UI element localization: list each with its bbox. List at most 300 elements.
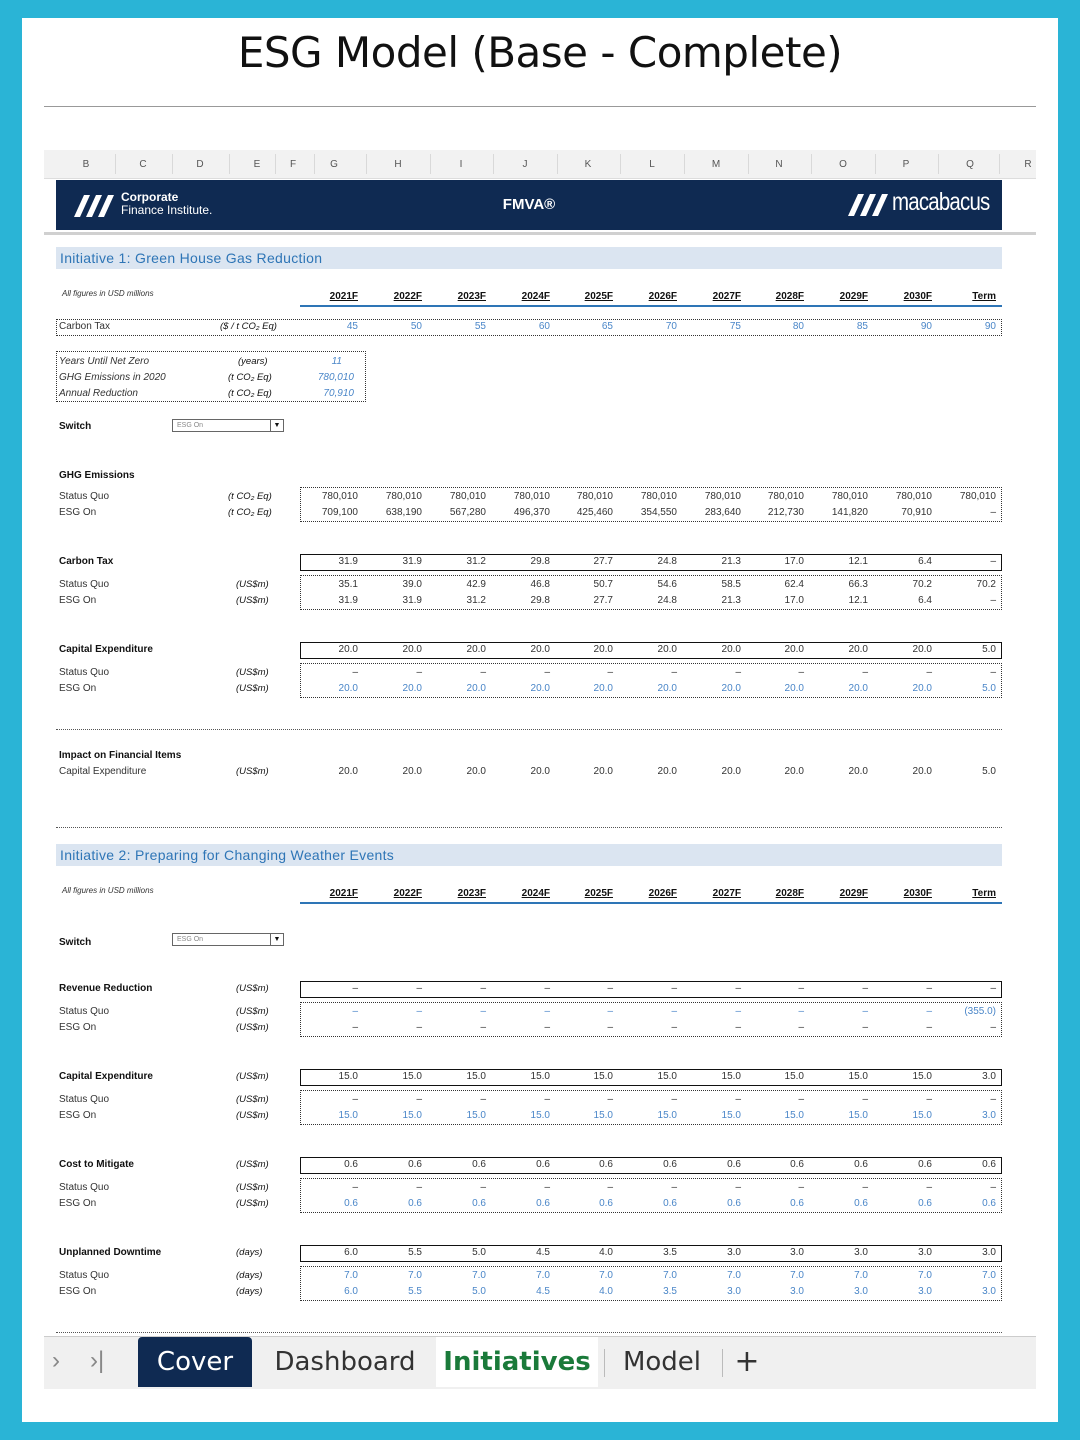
tab-dashboard[interactable]: Dashboard [274,1347,416,1377]
cell-value[interactable]: 0.6 [472,1159,486,1170]
cell-value[interactable]: 17.0 [784,595,804,606]
cell-value[interactable]: 0.6 [408,1198,422,1209]
cell-value[interactable]: 20.0 [657,766,677,777]
cell-value[interactable]: 3.0 [790,1247,804,1258]
cell-value[interactable]: 20.0 [466,644,486,655]
cell-value[interactable]: 0.6 [982,1198,996,1209]
column-letter[interactable]: P [902,159,910,170]
cell-value[interactable]: – [671,1022,677,1033]
cell-value[interactable]: – [607,667,613,678]
cell-value[interactable]: 20.0 [657,644,677,655]
cfi-line2: Finance Institute. [121,203,213,217]
cell-value[interactable]: 15.0 [530,1071,550,1082]
cell-value[interactable]: 3.0 [918,1247,932,1258]
cell-value[interactable]: 5.0 [472,1286,486,1297]
cell-value[interactable]: – [926,667,932,678]
cell-value[interactable]: 20.0 [402,766,422,777]
cell-value[interactable]: 55 [474,321,486,332]
cell-value[interactable]: 15.0 [402,1071,422,1082]
cell-value[interactable]: – [926,1022,932,1033]
cell-value[interactable]: 4.0 [599,1286,613,1297]
cell-value[interactable]: 0.6 [536,1198,550,1209]
scroll-tabs-next-icon[interactable]: › [52,1347,60,1374]
cell-value[interactable]: – [416,667,422,678]
param-value[interactable]: 780,010 [317,372,354,383]
cell-value[interactable]: 425,460 [576,507,613,518]
cell-value[interactable]: 20.0 [721,766,741,777]
cell-value[interactable]: 0.6 [663,1159,677,1170]
cell-value[interactable]: – [735,1022,741,1033]
cell-value[interactable]: – [862,1022,868,1033]
cell-value[interactable]: 567,280 [449,507,486,518]
cell-value[interactable]: 3.5 [663,1286,677,1297]
row-unit: (days) [236,1270,263,1281]
cell-value[interactable]: 50 [410,321,422,332]
cell-value[interactable]: 5.5 [408,1247,422,1258]
cell-value[interactable]: 75 [729,321,741,332]
cell-value[interactable]: 24.8 [657,595,677,606]
cell-value[interactable]: 0.6 [472,1198,486,1209]
cell-value[interactable]: 15.0 [593,1110,613,1121]
cell-value[interactable]: – [607,1182,613,1193]
cell-value[interactable]: 15.0 [912,1110,932,1121]
year-label: 2026F [648,291,677,302]
chevron-down-icon[interactable]: ▼ [270,934,283,945]
cell-value[interactable]: 3.0 [854,1247,868,1258]
cell-value[interactable]: 20.0 [848,644,868,655]
cell-value[interactable]: 70,910 [901,507,932,518]
cell-value[interactable]: – [671,1094,677,1105]
cell-value[interactable]: 3.0 [982,1071,996,1082]
row-label: Switch [59,421,92,432]
cell-value[interactable]: – [416,1182,422,1193]
cell-value[interactable]: – [544,1182,550,1193]
cell-value[interactable]: 17.0 [784,556,804,567]
column-letter[interactable]: Q [966,159,974,170]
cell-value[interactable]: 20.0 [402,644,422,655]
cell-value[interactable]: 15.0 [721,1071,741,1082]
cell-value[interactable]: – [480,983,486,994]
column-letter[interactable]: L [649,159,655,170]
cell-value[interactable]: 496,370 [513,507,550,518]
cell-value[interactable]: 45 [346,321,358,332]
cell-value[interactable]: 20.0 [784,683,804,694]
cell-value[interactable]: – [735,667,741,678]
cell-value[interactable]: – [480,1094,486,1105]
cell-value[interactable]: 0.6 [344,1198,358,1209]
cell-value[interactable]: 4.5 [536,1247,550,1258]
year-label: 2024F [521,888,550,899]
row-label: Capital Expenditure [59,766,147,777]
cell-value[interactable]: 780,010 [704,491,741,502]
cell-value[interactable]: 24.8 [657,556,677,567]
cell-value[interactable]: 20.0 [912,683,932,694]
cell-value[interactable]: 0.6 [790,1198,804,1209]
cell-value[interactable]: 20.0 [402,683,422,694]
cell-value[interactable]: 15.0 [530,1110,550,1121]
cell-value[interactable]: 4.0 [599,1247,613,1258]
column-letter[interactable]: O [839,159,847,170]
cell-value[interactable]: – [352,1006,358,1017]
cell-value[interactable]: 5.0 [982,683,996,694]
switch-dropdown[interactable] [172,933,284,946]
cell-value[interactable]: 780,010 [767,491,804,502]
cell-value[interactable]: 31.9 [338,595,358,606]
column-letter[interactable]: C [139,159,147,170]
cell-value[interactable]: – [352,1094,358,1105]
cell-value[interactable]: 15.0 [657,1110,677,1121]
macabacus-logo-icon [846,192,890,218]
cell-value[interactable]: 3.0 [854,1286,868,1297]
cell-value[interactable]: 354,550 [640,507,677,518]
cell-value[interactable]: – [352,983,358,994]
cell-value[interactable]: 20.0 [338,683,358,694]
cell-value[interactable]: 15.0 [848,1071,868,1082]
cell-value[interactable]: 27.7 [593,595,613,606]
cell-value[interactable]: 31.9 [402,556,422,567]
cell-value[interactable]: 3.0 [982,1110,996,1121]
cell-value[interactable]: – [544,667,550,678]
cell-value[interactable]: 21.3 [721,556,741,567]
cell-value[interactable]: 7.0 [854,1270,868,1281]
cell-value[interactable]: 0.6 [854,1198,868,1209]
cell-value[interactable]: – [607,1022,613,1033]
cell-value[interactable]: 15.0 [338,1110,358,1121]
column-letter[interactable]: H [394,159,402,170]
cell-value[interactable]: 15.0 [657,1071,677,1082]
cell-value[interactable]: 20.0 [912,766,932,777]
cell-value[interactable]: 15.0 [912,1071,932,1082]
cell-value[interactable]: 20.0 [848,683,868,694]
row-label: Status Quo [59,1270,110,1281]
cell-value[interactable]: 15.0 [784,1071,804,1082]
row-label: Impact on Financial Items [59,750,182,761]
cell-value[interactable]: 20.0 [530,644,550,655]
cell-value[interactable]: 39.0 [402,579,422,590]
cell-value[interactable]: – [544,1006,550,1017]
cell-value[interactable]: 7.0 [663,1270,677,1281]
cell-value[interactable]: 58.5 [721,579,741,590]
cell-value[interactable]: 780,010 [576,491,613,502]
cell-value[interactable]: 20.0 [784,766,804,777]
cell-value[interactable]: – [862,1182,868,1193]
cell-value[interactable]: 21.3 [721,595,741,606]
cell-value[interactable]: 46.8 [530,579,550,590]
cell-value[interactable]: 3.0 [727,1286,741,1297]
cell-value[interactable]: 212,730 [767,507,804,518]
cell-value[interactable]: 5.0 [982,766,996,777]
column-letter[interactable]: B [82,159,90,170]
cell-value[interactable]: (355.0) [964,1006,996,1017]
cell-value[interactable]: 50.7 [593,579,613,590]
cell-value[interactable]: 6.4 [918,556,932,567]
cell-value[interactable]: – [798,1182,804,1193]
cell-value[interactable]: 15.0 [402,1110,422,1121]
tab-separator [722,1349,723,1377]
cell-value[interactable]: 20.0 [912,644,932,655]
cell-value[interactable]: – [862,983,868,994]
cell-value[interactable]: 5.0 [982,644,996,655]
cell-value[interactable]: 709,100 [321,507,358,518]
column-letter[interactable]: J [522,159,528,170]
year-label: 2030F [903,888,932,899]
cell-value[interactable]: – [990,595,996,606]
column-letter[interactable]: M [711,159,721,170]
cell-value[interactable]: 15.0 [784,1110,804,1121]
cell-value[interactable]: 20.0 [593,683,613,694]
cell-value[interactable]: 20.0 [593,644,613,655]
cell-value[interactable]: – [544,1022,550,1033]
cell-value[interactable]: 42.9 [466,579,486,590]
cell-value[interactable]: – [607,983,613,994]
switch-dropdown[interactable] [172,419,284,432]
cell-value[interactable]: 780,010 [513,491,550,502]
cell-value[interactable]: – [480,1182,486,1193]
cell-value[interactable]: 0.6 [918,1198,932,1209]
cell-value[interactable]: 20.0 [466,766,486,777]
cell-value[interactable]: 0.6 [599,1198,613,1209]
cell-value[interactable]: – [735,983,741,994]
cell-value[interactable]: 54.6 [657,579,677,590]
cell-value[interactable]: 90 [984,321,996,332]
cell-value[interactable]: – [416,983,422,994]
cell-value[interactable]: – [352,667,358,678]
cell-value[interactable]: 780,010 [640,491,677,502]
cell-value[interactable]: 780,010 [449,491,486,502]
cell-value[interactable]: 780,010 [831,491,868,502]
tab-initiatives[interactable]: Initiatives [436,1337,598,1387]
cell-value[interactable]: – [862,667,868,678]
cell-value[interactable]: – [735,1182,741,1193]
param-value[interactable]: 70,910 [323,388,354,399]
row-unit: (US$m) [236,1198,269,1209]
cell-value[interactable]: 6.4 [918,595,932,606]
cell-value[interactable]: 20.0 [338,644,358,655]
cell-value[interactable]: 780,010 [321,491,358,502]
cell-value[interactable]: – [735,1094,741,1105]
cell-value[interactable]: 0.6 [344,1159,358,1170]
cell-value[interactable]: – [544,1094,550,1105]
param-value[interactable]: 11 [331,356,342,367]
cell-value[interactable]: 70.2 [912,579,932,590]
cell-value[interactable]: 70.2 [976,579,996,590]
row-unit: (US$m) [236,1094,269,1105]
cell-value[interactable]: 31.2 [466,595,486,606]
cell-value[interactable]: 20.0 [466,683,486,694]
cell-value[interactable]: 7.0 [536,1270,550,1281]
column-letter[interactable]: N [775,159,783,170]
cell-value[interactable]: 7.0 [408,1270,422,1281]
cell-value[interactable]: 27.7 [593,556,613,567]
cell-value[interactable]: – [990,1182,996,1193]
cell-value[interactable]: 66.3 [848,579,868,590]
scroll-tabs-last-icon[interactable]: ›| [90,1347,105,1374]
cell-value[interactable]: 780,010 [895,491,932,502]
section-header: Initiative 2: Preparing for Changing Weather Events [56,844,1002,866]
cell-value[interactable]: 3.0 [790,1286,804,1297]
cell-value[interactable]: 5.0 [472,1247,486,1258]
cell-value[interactable]: 0.6 [599,1159,613,1170]
cell-value[interactable]: 31.2 [466,556,486,567]
cell-value[interactable]: – [990,1094,996,1105]
column-letter[interactable]: E [253,159,261,170]
cell-value[interactable]: 6.0 [344,1286,358,1297]
cell-value[interactable]: – [926,983,932,994]
cell-value[interactable]: 0.6 [727,1159,741,1170]
tab-cover[interactable]: Cover [138,1337,252,1387]
column-letter[interactable]: D [196,159,204,170]
column-separator [557,154,558,174]
cell-value[interactable]: 3.5 [663,1247,677,1258]
cell-value[interactable]: – [480,667,486,678]
column-separator [811,154,812,174]
cell-value[interactable]: 29.8 [530,556,550,567]
row-label: ESG On [59,1198,97,1209]
cell-value[interactable]: – [798,983,804,994]
cell-value[interactable]: 141,820 [831,507,868,518]
cell-value[interactable]: 20.0 [721,644,741,655]
cell-value[interactable]: 0.6 [982,1159,996,1170]
cell-value[interactable]: 12.1 [848,556,868,567]
cell-value[interactable]: 3.0 [918,1286,932,1297]
cell-value[interactable]: – [990,983,996,994]
cell-value[interactable]: – [798,1006,804,1017]
cell-value[interactable]: – [862,1094,868,1105]
cell-value[interactable]: 15.0 [466,1071,486,1082]
switch-value: ESG On [177,422,204,429]
cell-value[interactable]: – [926,1182,932,1193]
cell-value[interactable]: – [798,1094,804,1105]
cell-value[interactable]: 0.6 [918,1159,932,1170]
add-sheet-icon[interactable]: + [734,1344,760,1379]
column-letter[interactable]: R [1024,159,1032,170]
cell-value[interactable]: – [352,1182,358,1193]
cell-value[interactable]: – [416,1094,422,1105]
cell-value[interactable]: 7.0 [599,1270,613,1281]
cell-value[interactable]: 62.4 [784,579,804,590]
cell-value[interactable]: – [544,983,550,994]
cell-value[interactable]: 20.0 [848,766,868,777]
cell-value[interactable]: 35.1 [338,579,358,590]
row-label: Unplanned Downtime [59,1247,162,1258]
cell-value[interactable]: – [735,1006,741,1017]
row-label: ESG On [59,1286,97,1297]
cell-value[interactable]: 20.0 [657,683,677,694]
cell-value[interactable]: – [416,1022,422,1033]
cell-value[interactable]: 3.0 [727,1247,741,1258]
column-letter[interactable]: K [584,159,592,170]
cell-value[interactable]: – [416,1006,422,1017]
cell-value[interactable]: 80 [792,321,804,332]
switch-value: ESG On [177,936,204,943]
row-unit: (US$m) [236,1159,269,1170]
cell-value[interactable]: – [671,983,677,994]
cell-value[interactable]: – [862,1006,868,1017]
sheet-tab-bar [44,1336,1036,1389]
row-label: Status Quo [59,1182,110,1193]
cell-value[interactable]: 780,010 [959,491,996,502]
cell-value[interactable]: – [798,667,804,678]
cell-value[interactable]: 15.0 [338,1071,358,1082]
column-letter[interactable]: I [459,159,463,170]
cell-value[interactable]: 15.0 [593,1071,613,1082]
cell-value[interactable]: 5.5 [408,1286,422,1297]
cell-value[interactable]: – [480,1006,486,1017]
cell-value[interactable]: 20.0 [784,644,804,655]
cell-value[interactable]: 7.0 [472,1270,486,1281]
cell-value[interactable]: 3.0 [982,1247,996,1258]
cell-value[interactable]: 65 [601,321,613,332]
cell-value[interactable]: 31.9 [338,556,358,567]
cell-value[interactable]: – [990,556,996,567]
cell-value[interactable]: 0.6 [408,1159,422,1170]
column-letter[interactable]: G [330,159,338,170]
cell-value[interactable]: 780,010 [385,491,422,502]
cell-value[interactable]: 60 [538,321,550,332]
cell-value[interactable]: 0.6 [663,1198,677,1209]
tab-model[interactable]: Model [622,1347,702,1377]
cell-value[interactable]: 90 [920,321,932,332]
cell-value[interactable]: – [480,1022,486,1033]
cell-value[interactable]: – [607,1006,613,1017]
cell-value[interactable]: – [990,667,996,678]
chevron-down-icon[interactable]: ▼ [270,420,283,431]
cell-value[interactable]: – [926,1006,932,1017]
cell-value[interactable]: 638,190 [385,507,422,518]
cell-value[interactable]: 4.5 [536,1286,550,1297]
cell-value[interactable]: 7.0 [918,1270,932,1281]
column-letter[interactable]: F [289,159,297,170]
cell-value[interactable]: 20.0 [721,683,741,694]
cell-value[interactable]: 15.0 [721,1110,741,1121]
year-label: Term [972,888,996,899]
cell-value[interactable]: 7.0 [790,1270,804,1281]
cell-value[interactable]: 31.9 [402,595,422,606]
cell-value[interactable]: 15.0 [466,1110,486,1121]
cell-value[interactable]: – [671,1182,677,1193]
cell-value[interactable]: – [990,1022,996,1033]
cell-value[interactable]: 20.0 [530,683,550,694]
cell-value[interactable]: 20.0 [530,766,550,777]
page-title: ESG Model (Base - Complete) [237,28,843,77]
cell-value[interactable]: 7.0 [727,1270,741,1281]
cell-value[interactable]: 283,640 [704,507,741,518]
cell-value[interactable]: – [926,1094,932,1105]
cell-value[interactable]: 6.0 [344,1247,358,1258]
cell-value[interactable]: 7.0 [344,1270,358,1281]
cell-value[interactable]: – [607,1094,613,1105]
cell-value[interactable]: 3.0 [982,1286,996,1297]
cell-value[interactable]: 7.0 [982,1270,996,1281]
cell-value[interactable]: – [671,667,677,678]
cell-value[interactable]: 29.8 [530,595,550,606]
cell-value[interactable]: 0.6 [727,1198,741,1209]
cell-value[interactable]: 20.0 [338,766,358,777]
cell-value[interactable]: 20.0 [593,766,613,777]
cell-value[interactable]: 15.0 [848,1110,868,1121]
cell-value[interactable]: – [990,507,996,518]
cell-value[interactable]: 0.6 [790,1159,804,1170]
cell-value[interactable]: – [798,1022,804,1033]
cell-value[interactable]: 0.6 [536,1159,550,1170]
cell-value[interactable]: 0.6 [854,1159,868,1170]
row-unit: (US$m) [236,1071,269,1082]
cell-value[interactable]: 12.1 [848,595,868,606]
cell-value[interactable]: 85 [856,321,868,332]
cell-value[interactable]: 70 [665,321,677,332]
cell-value[interactable]: – [352,1022,358,1033]
cell-value[interactable]: – [671,1006,677,1017]
